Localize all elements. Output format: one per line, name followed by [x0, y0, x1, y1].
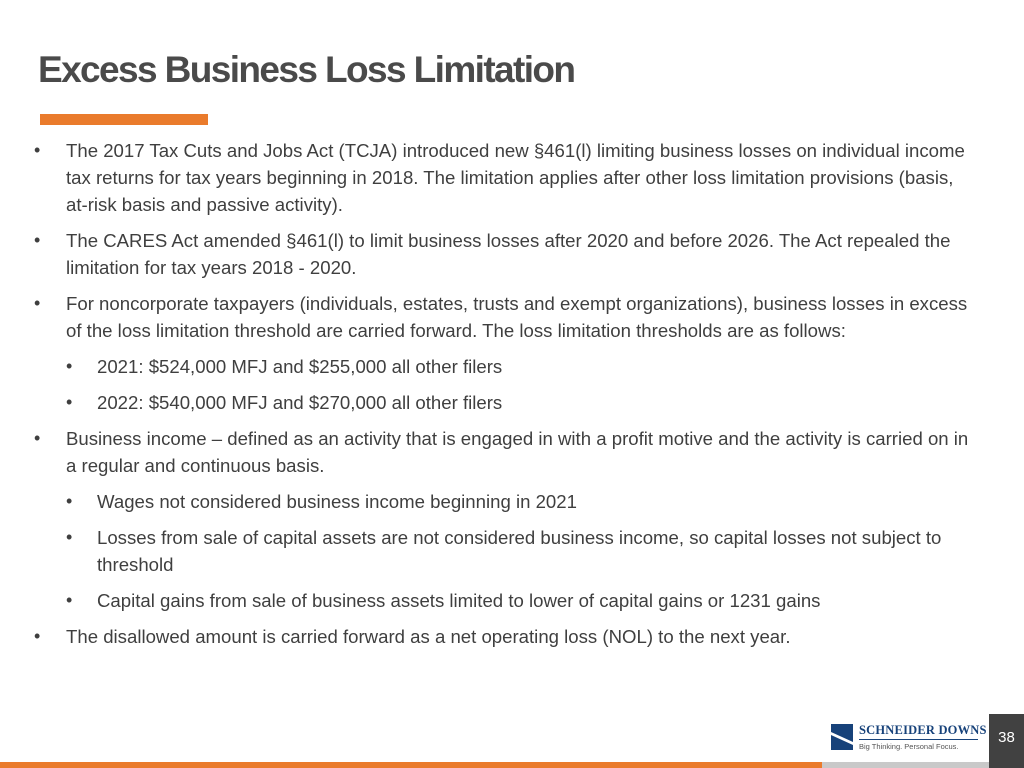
slide-title: Excess Business Loss Limitation — [38, 49, 575, 90]
bullet-marker: • — [34, 230, 41, 250]
logo-tagline: Big Thinking. Personal Focus. — [859, 742, 959, 751]
sub-bullet-item — [0, 587, 1024, 614]
bullet-list — [0, 137, 1024, 659]
bullet-text: The disallowed amount is carried forward as a net operating loss (NOL) to the next year. — [66, 626, 791, 647]
bullet-marker: • — [66, 392, 73, 412]
bullet-marker: • — [34, 293, 41, 313]
schneider-downs-logo-icon — [831, 724, 853, 750]
bullet-marker: • — [66, 356, 73, 376]
title-accent-bar — [40, 114, 208, 125]
bullet-text: Wages not considered business income beginning in 2021 — [97, 491, 577, 512]
footer-accent-bar — [0, 762, 822, 768]
bullet-marker: • — [66, 527, 73, 547]
bullet-text: 2021: $524,000 MFJ and $255,000 all other filers — [97, 356, 503, 377]
logo-rule — [859, 739, 978, 740]
sub-bullet-item — [0, 389, 1024, 416]
bullet-item — [0, 425, 1024, 479]
bullet-text: Business income – defined as an activity that is engaged in with a profit motive and the activity is carried on in a regular and continuous basis. — [66, 428, 969, 476]
footer-gray-bar — [822, 762, 989, 768]
company-logo — [828, 723, 987, 753]
bullet-text: Losses from sale of capital assets are not considered business income, so capital losses not subject to threshold — [97, 527, 942, 575]
bullet-item — [0, 227, 1024, 281]
bullet-marker: • — [34, 428, 41, 448]
page-number: 38 — [998, 729, 1015, 746]
bullet-marker: • — [34, 140, 41, 160]
sub-bullet-item — [0, 524, 1024, 578]
bullet-text: For noncorporate taxpayers (individuals, estates, trusts and exempt organizations), business losses in excess of the loss limitation threshold are carried forward. The loss limitation thresholds are as follows: — [66, 293, 968, 341]
bullet-marker: • — [66, 491, 73, 511]
logo-name: SCHNEIDER DOWNS — [859, 723, 987, 737]
page-number-box — [989, 714, 1024, 768]
bullet-text: The CARES Act amended §461(l) to limit business losses after 2020 and before 2026. The Act repealed the limitation for tax years 2018 - 2020. — [66, 230, 951, 278]
bullet-item — [0, 290, 1024, 344]
bullet-text: The 2017 Tax Cuts and Jobs Act (TCJA) introduced new §461(l) limiting business losses on individual income tax returns for tax years beginning in 2018. The limitation applies after other loss limitation provisions (basis, at-risk basis and passive activity). — [66, 140, 965, 215]
sub-bullet-item — [0, 488, 1024, 515]
bullet-text: Capital gains from sale of business assets limited to lower of capital gains or 1231 gains — [97, 590, 821, 611]
bullet-text: 2022: $540,000 MFJ and $270,000 all other filers — [97, 392, 503, 413]
sub-bullet-item — [0, 353, 1024, 380]
bullet-item — [0, 623, 1024, 650]
bullet-marker: • — [34, 626, 41, 646]
bullet-marker: • — [66, 590, 73, 610]
bullet-item — [0, 137, 1024, 218]
